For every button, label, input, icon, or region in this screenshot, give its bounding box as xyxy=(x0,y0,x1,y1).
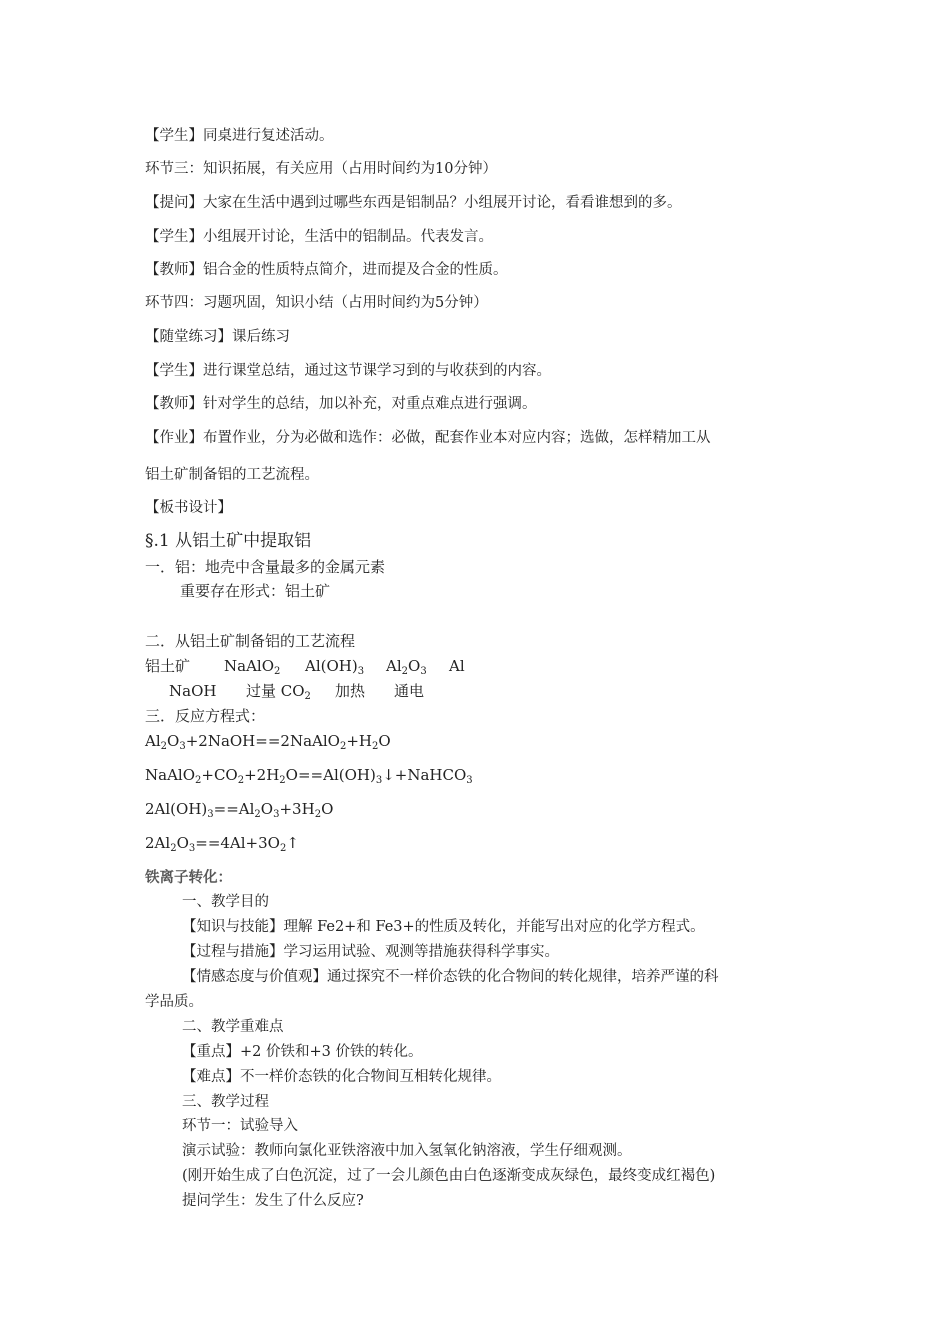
flow-bottom-row: NaOH 过量 $CO_2$ 加热 通电 xyxy=(169,682,425,702)
text-line: 【板书设计】 xyxy=(145,500,232,516)
iron-section-title: 铁离子转化： xyxy=(145,869,232,886)
equation-4: $2Al_2O_3==4Al+3O_2↑$ xyxy=(145,834,299,854)
text-line: 【知识与技能】理解 Fe2+和 Fe3+的性质及转化，并能写出对应的化学方程式。 xyxy=(182,919,705,935)
text-line: 【作业】布置作业，分为必做和选作：必做，配套作业本对应内容；选做，怎样精加工从 xyxy=(145,430,711,446)
text-line: 学品质。 xyxy=(145,994,203,1010)
text-line: 【难点】不一样价态铁的化合物间互相转化规律。 xyxy=(182,1069,501,1085)
board-section-2: 二．从铝土矿制备铝的工艺流程 xyxy=(145,632,356,650)
board-section-1-sub: 重要存在形式：铝土矿 xyxy=(180,582,331,600)
text-line: (刚开始生成了白色沉淀，过了一会儿颜色由白色逐渐变成灰绿色，最终变成红褐色) xyxy=(182,1168,716,1184)
equation-1: $Al_2O_3+2NaOH==2NaAlO_2+H_2O$ xyxy=(145,732,391,752)
equation-2: $NaAlO_2+CO_2+2H_2O==Al(OH)_3↓+NaHCO_3$ xyxy=(145,766,473,786)
board-section-1: 一．铝：地壳中含量最多的金属元素 xyxy=(145,558,386,576)
text-line: 【学生】同桌进行复述活动。 xyxy=(145,128,334,144)
text-line: 铝土矿制备铝的工艺流程。 xyxy=(145,467,319,483)
text-line: 【随堂练习】课后练习 xyxy=(145,329,290,345)
text-line: 提问学生：发生了什么反应? xyxy=(182,1193,364,1209)
equation-3: $2Al(OH)_3==Al_2O_3+3H_2O$ xyxy=(145,800,334,820)
board-section-3: 三．反应方程式： xyxy=(145,707,266,725)
text-line: 演示试验：教师向氯化亚铁溶液中加入氢氧化钠溶液，学生仔细观测。 xyxy=(182,1143,632,1159)
text-line: 【情感态度与价值观】通过探究不一样价态铁的化合物间的转化规律，培养严谨的科 xyxy=(182,969,719,985)
text-line: 【提问】大家在生活中遇到过哪些东西是铝制品？小组展开讨论，看看谁想到的多。 xyxy=(145,195,682,211)
text-line: 一、教学目的 xyxy=(182,894,269,910)
board-title: §.1 从铝土矿中提取铝 xyxy=(145,531,312,551)
text-line: 【学生】小组展开讨论，生活中的铝制品。代表发言。 xyxy=(145,229,493,245)
text-line: 【过程与措施】学习运用试验、观测等措施获得科学事实。 xyxy=(182,944,559,960)
text-line: 【教师】铝合金的性质特点简介，进而提及合金的性质。 xyxy=(145,262,508,278)
text-line: 【学生】进行课堂总结，通过这节课学习到的与收获到的内容。 xyxy=(145,363,551,379)
text-line: 环节一：试验导入 xyxy=(182,1118,298,1134)
text-line: 【教师】针对学生的总结，加以补充，对重点难点进行强调。 xyxy=(145,396,537,412)
text-line: 环节四：习题巩固，知识小结（占用时间约为5分钟） xyxy=(145,295,488,311)
text-line: 环节三：知识拓展，有关应用（占用时间约为10分钟） xyxy=(145,161,497,177)
text-line: 三、教学过程 xyxy=(182,1094,269,1110)
text-line: 【重点】+2 价铁和+3 价铁的转化。 xyxy=(182,1044,423,1060)
flow-top-row: 铝土矿 NaAlO$_2$ $Al(OH)_3$ $Al_2O_3$ Al xyxy=(145,657,465,677)
text-line: 二、教学重难点 xyxy=(182,1019,284,1035)
